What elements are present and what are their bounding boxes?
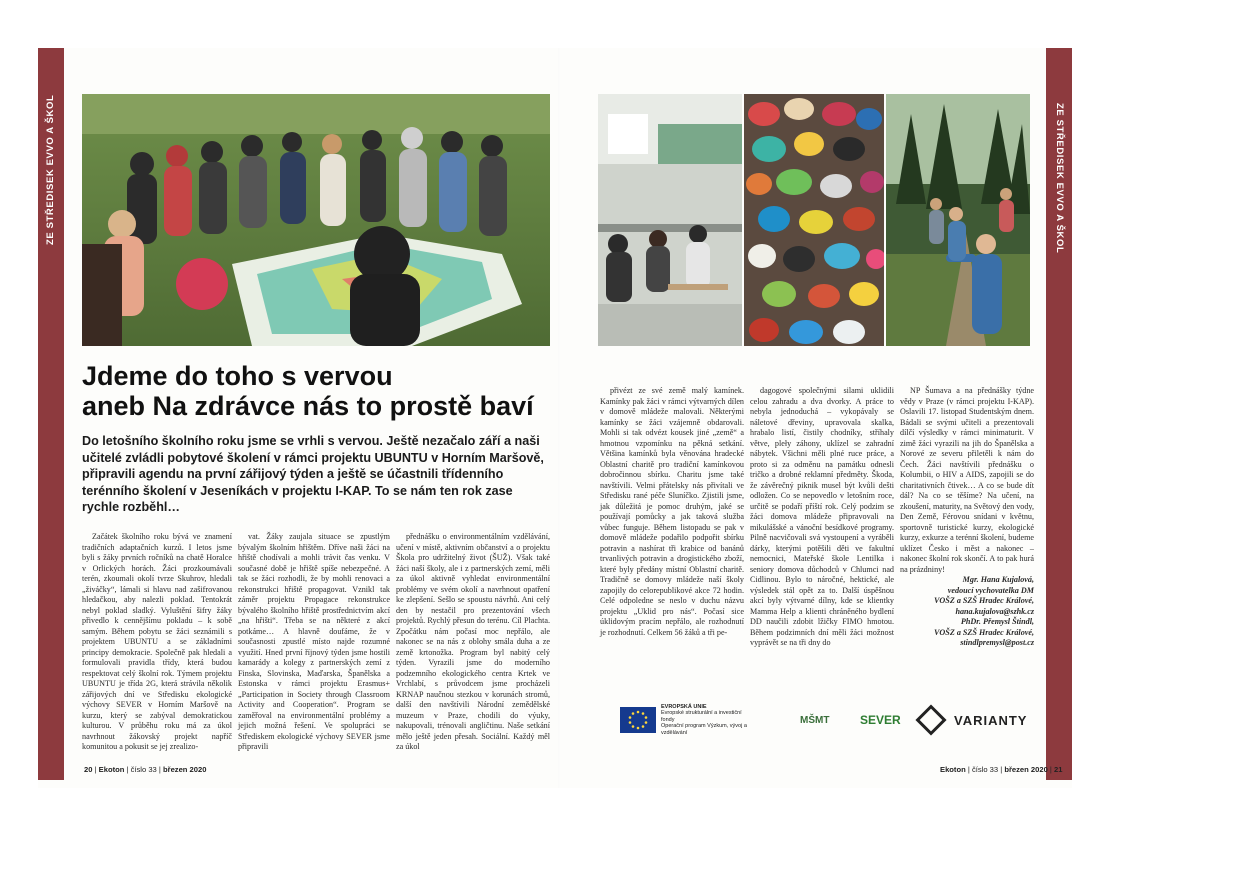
sever-logo [860, 703, 901, 737]
eu-flag-icon [620, 707, 656, 733]
left-footer-issue: číslo 33 [130, 765, 157, 774]
painted-stones-photo [744, 94, 884, 346]
sig1-name: Mgr. Hana Kujalová, [962, 575, 1034, 584]
workshop-illustration [598, 94, 742, 346]
article-headline [82, 361, 552, 421]
right-column-3 [900, 386, 1034, 649]
right-footer: Ekoton | číslo 33 | březen 2020 | 21 [940, 765, 1063, 774]
sever-logo-text: SEVER [860, 713, 901, 727]
left-footer-date: březen 2020 [162, 765, 207, 774]
students-map-illustration [82, 94, 550, 346]
right-footer-page: 21 [1054, 765, 1063, 774]
left-column-3 [396, 532, 550, 753]
eu-logo-line2: Operační program Výzkum, vývoj a vzdělávání [661, 723, 747, 736]
left-section-band [38, 48, 64, 780]
varianty-logo-text: VARIANTY [954, 712, 1028, 728]
right-section-band [1046, 48, 1072, 780]
right-column-1 [600, 386, 744, 638]
left-col1-text: Začátek školního roku bývá ve znamení tradičních adaptačních kurzů. I letos jsme byli s žáky prvních ročníků na chatě Horalce v Orlických horách. Žáci prozkoumávali terén, zkoumali okolí tvrze Skuhrov, hledali „živáčky“, lámali si hlavu nad zašifrovanou hledačkou, aby nalezli poklad. Tentokrát nebyl poklad sladký. Vyluštění šifry žáky přivedlo k cennějšímu pokladu – k sobě samým. Během pobytu se žáci seznámili s projektem UBUNTU a se základními principy demokracie. Společně pak hledali a formulovali pravidla třídy, která budou respektovat celý školní rok. Týmem projektu UBUNTU je třída 2G, která strávila několik zářijových dní ve Středisku ekologické výchovy SEVER v Horním Maršově na kurzu, který se zabýval demokratickou kulturou. V průběhu roku má za úkol navrhnout žákovský projekt napříč komunitou a pokusit se jej zrealizo- [82, 532, 232, 751]
left-band-label: ZE STŘEDISEK EVVO A ŠKOL [45, 94, 56, 246]
varianty-diamond-icon [915, 704, 946, 735]
forest-trip-illustration [886, 94, 1030, 346]
headline-line-1: Jdeme do toho s vervou [82, 361, 393, 391]
left-col3-text: přednášku o environmentálním vzdělávání, učení v místě, aktivním občanství a o projektu Škola pro udržitelný život (ŠUŽ). Však také žáci naší školy, ale i z partnerských zemí, měli za úkol aktivně vyhledat environmentální problémy ve svém okolí a navrhnout opatření ke zlepšení. Sešlo se spoustu návrhů. Ani celý den by nestačil pro prezentování všech projektů. Rychlý přesun do terénu. Cíl Plachta. Zpočátku nám počasí moc nepřálo, ale nakonec se na nás z oblohy smála duha a ze země krtonožka. Program byl nabitý celý týden. Vyrazili jsme do moderního podzemního ekologického centra Krtek ve Vrchlabí, s průvodcem jsme procházeli KRNAP naučnou stezkou v korunách stromů, další den navštívili Národní zemědělské muzeum v Praze, chodili do výuky, nakupovali, trénovali angličtinu. Naše setkání mělo ještě jeden přesah. Sociální. Každý měl za úkol [396, 532, 550, 751]
right-footer-date: březen 2020 [1004, 765, 1048, 774]
left-footer: 20 | Ekoton | číslo 33 | březen 2020 [84, 765, 207, 774]
sig1-org: VOŠZ a SZŠ Hradec Králové, [934, 596, 1034, 605]
msmt-logo-text: MŠMT [800, 714, 830, 726]
right-page [560, 48, 1072, 788]
right-footer-issue: číslo 33 [971, 765, 999, 774]
workshop-photo [598, 94, 742, 346]
eu-logo-title: EVROPSKÁ UNIE [661, 703, 707, 710]
sig2-org: VOŠZ a SZŠ Hradec Králové, [934, 627, 1034, 637]
forest-trip-photo [886, 94, 1030, 346]
varianty-logo [920, 703, 1027, 737]
sig1-email: hana.kujalova@szhk.cz [955, 606, 1034, 616]
eu-logo-text [661, 704, 751, 737]
left-col2-text: vat. Žáky zaujala situace se zpustlým bývalým školním hřištěm. Dříve naši žáci na hřiště chodívali a mohli trávit čas venku. V současné době je hřiště spíše nebezpečné. A tak se žáci rozhodli, že by mohli renovaci a rekonstrukci hřiště propagovat. Vznikl tak záměr projektu Propagace rekonstrukce bývalého školního hřiště prostřednictvím akcí „na hřišti“. Třeba se na některé z akcí potkáme… A hlavně doufáme, že v současnosti zpustlé místo najde rozumné využití. Hned první říjnový týden jsme hostili kamarády a kolegy z partnerských zemí z Finska, Slovinska, Maďarska, Španělska a Estonska v rámci projektu Erasmus+ „Participation in Society through Classroom Activity and Cooperation“. Program se zaměřoval na environmentální problémy a jejich možná řešení. Ve spolupráci se Střediskem ekologické výchovy SEVER jsme připravili [238, 532, 390, 751]
eu-logo [620, 703, 751, 737]
sig2-email: stindlpremysl@post.cz [960, 638, 1034, 647]
right-column-2 [750, 386, 894, 649]
sig2-name: PhDr. Přemysl Štindl, [960, 617, 1034, 626]
students-map-photo [82, 94, 550, 346]
signature-2 [900, 617, 1034, 649]
left-footer-magazine: Ekoton [98, 765, 125, 774]
left-column-1 [82, 532, 232, 753]
headline-line-2: aneb Na zdrávce nás to prostě baví [82, 391, 534, 421]
left-column-2 [238, 532, 390, 753]
sponsor-logos [610, 703, 1040, 737]
right-footer-magazine: Ekoton [940, 765, 966, 774]
right-col1-text: přivézt ze své země malý kamínek. Kamínky pak žáci v rámci výtvarných dílen v domově mládeže malovali. Některými kamínky se žáci vzájemně obdarovali. Mohli si tak odvézt kousek jiné „země“ a hmotnou vzpomínku na pěkná setkání. Většina kamínků byla věnována hradecké Oblastní charitě pro tradiční kamínkovou dobročinnou sbírku. Charitu jsme také navštívili. Velmi přátelsky nás přivítali ve Středisku rané péče Sluníčko. Zjistili jsme, jak důležitá je pomoc druhým, jaké se používají pomůcky a jak taková služba vůbec funguje. Během listopadu se pak v domově mládeže podařilo podpořit sbírku potravin a nashírat tři krabice od banánů trvanlivých potravin a drogistického zboží, které byly předány místní Oblastní charitě. Tradičně se domovy mládeže naší školy zapojily do celorepublikové akce 72 hodin. Celé odpoledne se neslo v duchu názvu projektu „Uklid pro nás“. Počasí sice úklidovým pracím nepřálo, ale rozhodnutí je rozhodnutí. Celkem 56 žáků a tři pe- [600, 386, 744, 637]
left-page [38, 48, 558, 788]
msmt-logo [800, 703, 829, 737]
article-lead: Do letošního školního roku jsme se vrhli s vervou. Ještě nezačalo září a naši učitelé zvládli pobytové školení v rámci projektu UBUNTU v Horním Maršově, připravili agendu na první zářijový týden a ještě se účastnili třídenního terénního školení v Jeseníkách v projektu I-KAP. To se nám ten rok zase rychle rozběhl… [82, 434, 544, 514]
eu-logo-line1: Evropské strukturální a investiční fondy [661, 710, 742, 723]
right-col2-text: dagogové společnými silami uklidili celou zahradu a dva dvorky. A práce to nebyla jednoduchá – vykopávaly se náletové dřeviny, upravovala skalka, hrabalo listí, čistily chodníky, stříhaly větve, pleły záhony, uklízel se zahradní nábytek. Všichni měli plné ruce práce, a proto si za odměnu na památku odnesli tričko a drobné reklamní předměty. Škoda, že závěrečný piknik musel být kvůli dešti odložen. Co se nepovedlo v letošním roce, určitě se podaří příští rok. Celý podzim se žáci domova mládeže připravovali na mikulášské a vánoční besídkové programy. Pilně nacvičovali svá vystoupení a vyráběli dárky, kterými potěšili děti ve fakultní nemocnici, Mateřské škole Lentilka i seniory domova důchodců v Chlumci nad Cidlinou. Bylo to náročné, hektické, ale výsledek stál opět za to. Další úspěšnou akcí byly výtvarné dílny, kde se klientky Mamma Help a klienti chráněného bydlení DD naučili zdobit lžičky FIMO hmotou. Během podzimních dní měli žáci možnost vyprávět se na tři dny do [750, 386, 894, 647]
signature-1 [900, 575, 1034, 617]
right-col3-text: NP Šumava a na přednášky týdne vědy v Praze (v rámci projektu I-KAP). Oslavili 17. listopad Studentským dnem. Bádali se svými učiteli a prezentovali dílčí výsledky v rámci minimaturit. V zimě žáci vyrazili na jih do Španělska a Norové ze severu přiletěli k nám do Čech. Žáci navštívili přednášku o Kolumbii, o HIV a AIDS, zapojili se do charitativních čtivek… A co se bude dít dál? Na co se těšíme? Na učení, na zkoušení, maturity, na Světový den vody, Den Země, Férovou snídani v květnu, sportovně turistické kurzy, ekologické kurzy, exkurze a terénní školení, budeme uklízet Česko i měst a nakonec – nakonec školní rok skončí. A to pak hurá na prázdniny! [900, 386, 1034, 574]
left-footer-page: 20 [84, 765, 93, 774]
sig1-role: vedoucí vychovatelka DM [947, 585, 1034, 595]
painted-stones-illustration [744, 94, 884, 346]
right-band-label: ZE STŘEDISEK EVVO A ŠKOL [1054, 102, 1065, 254]
